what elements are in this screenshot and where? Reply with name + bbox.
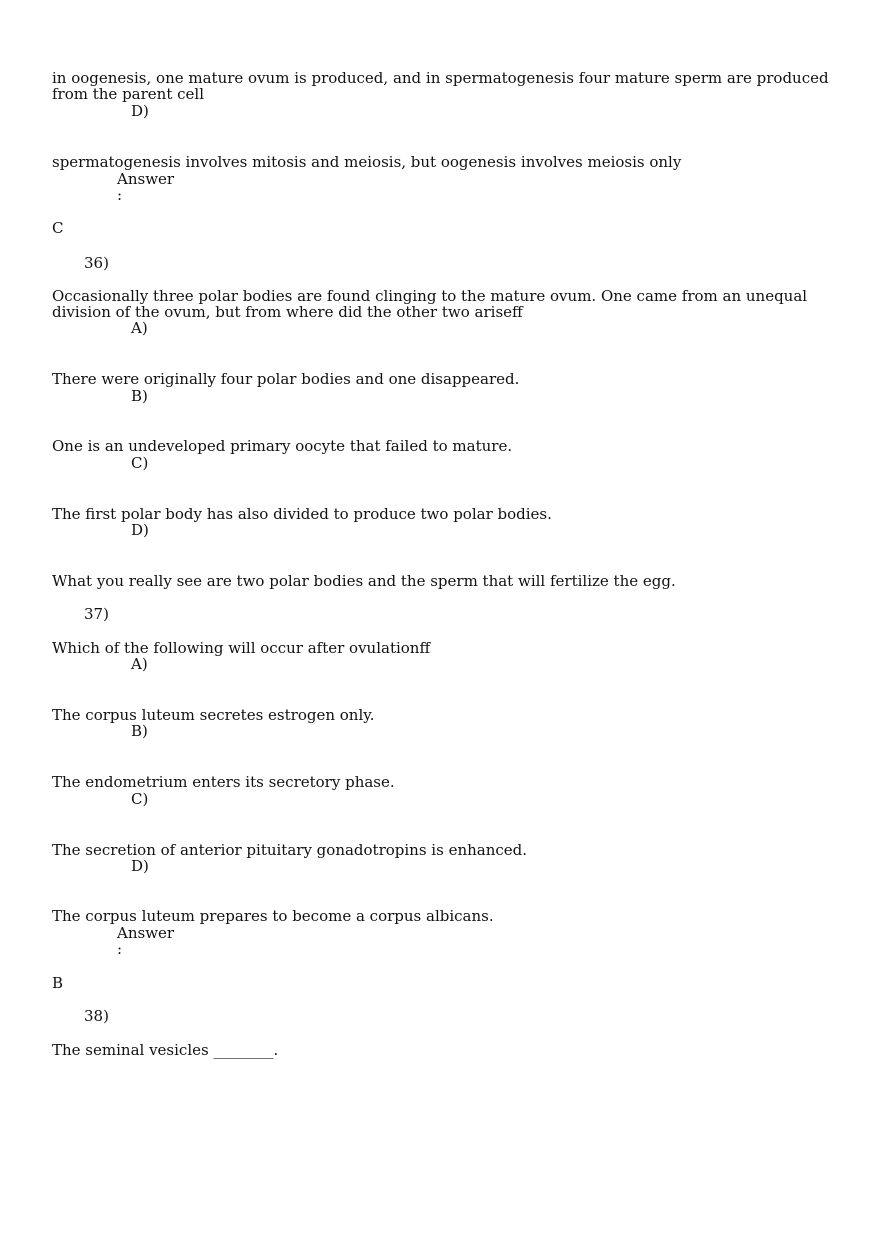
q37-option-d-label: D) — [131, 857, 149, 875]
q36-option-b-text: One is an undeveloped primary oocyte that failed to mature. — [52, 437, 513, 455]
q36-option-c-label: C) — [131, 454, 149, 472]
q36-option-d-label: D) — [131, 521, 149, 539]
q35-answer-value: C — [52, 219, 64, 237]
q36-option-d-text: What you really see are two polar bodies and the sperm that will fertilize the egg. — [52, 572, 676, 590]
q36-option-a-label: A) — [131, 319, 148, 337]
q37-answer-colon: : — [117, 940, 123, 958]
q37-option-c-text: The secretion of anterior pituitary gonadotropins is enhanced. — [52, 841, 528, 859]
q37-option-d-text: The corpus luteum prepares to become a corpus albicans. — [52, 907, 494, 925]
q37-option-a-text: The corpus luteum secretes estrogen only. — [52, 706, 375, 724]
q38-question: The seminal vesicles ________. — [52, 1041, 279, 1059]
q37-answer-label: Answer — [117, 924, 175, 942]
q35-answer-colon: : — [117, 186, 123, 204]
q37-answer-value: B — [52, 974, 64, 992]
q36-number: 36) — [84, 254, 109, 272]
q37-option-c-label: C) — [131, 790, 149, 808]
q36-question: Occasionally three polar bodies are found clinging to the mature ovum. One came from an unequal division of the ovum, but from where did the other two ariseff — [52, 287, 808, 321]
q35-option-d-label: D) — [131, 102, 149, 120]
q35-option-d-text: spermatogenesis involves mitosis and meiosis, but oogenesis involves meiosis only — [52, 153, 682, 171]
q37-option-b-text: The endometrium enters its secretory phase. — [52, 773, 395, 791]
q37-option-b-label: B) — [131, 722, 148, 740]
q36-option-a-text: There were originally four polar bodies and one disappeared. — [52, 370, 520, 388]
q36-option-c-text: The first polar body has also divided to produce two polar bodies. — [52, 505, 552, 523]
q37-number: 37) — [84, 605, 109, 623]
q37-option-a-label: A) — [131, 655, 148, 673]
q35-option-c-text: in oogenesis, one mature ovum is produced, and in spermatogenesis four mature sperm are produced from the parent cell — [52, 69, 829, 103]
q38-number: 38) — [84, 1007, 109, 1025]
q35-answer-label: Answer — [117, 170, 175, 188]
q37-question: Which of the following will occur after ovulationff — [52, 639, 431, 657]
q36-option-b-label: B) — [131, 387, 148, 405]
